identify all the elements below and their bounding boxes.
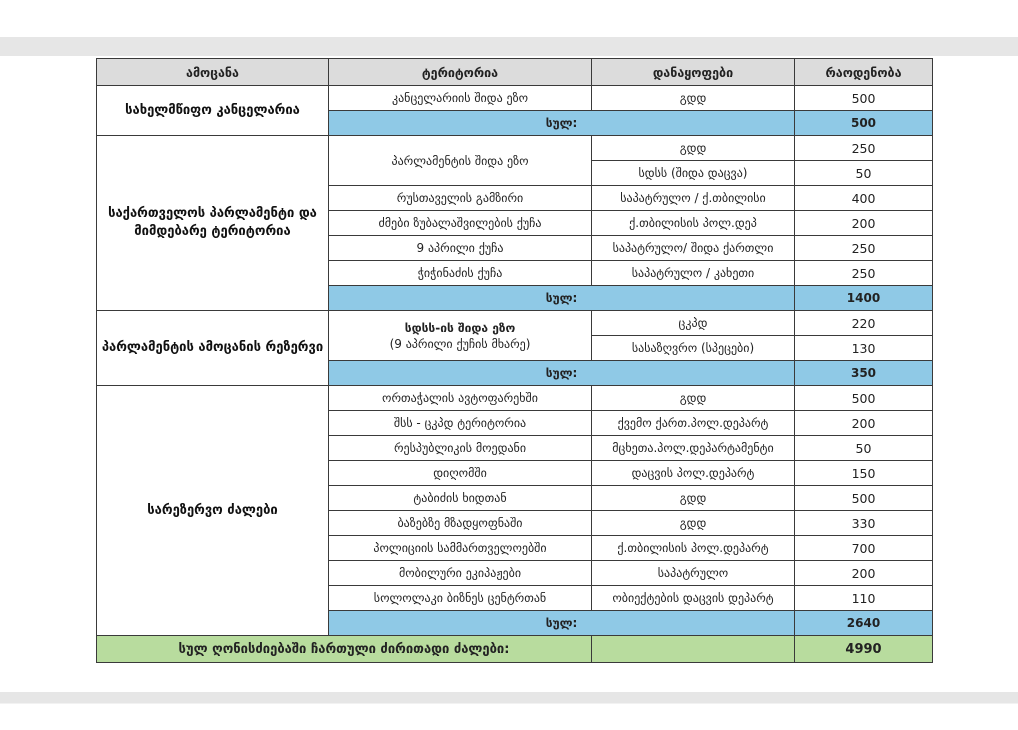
count-cell: 50	[795, 161, 933, 186]
header-task: ამოცანა	[97, 59, 329, 86]
subtotal-value: 350	[795, 361, 933, 386]
territory-cell: შსს - ცკპდ ტერიტორია	[329, 411, 592, 436]
bottom-band	[0, 692, 1018, 730]
subtotal-label: სულ:	[329, 361, 795, 386]
count-cell: 700	[795, 536, 933, 561]
table-row	[97, 136, 933, 161]
unit-cell: ქვემო ქართ.პოლ.დეპარტ	[592, 411, 795, 436]
area-cell: საქართველოს პარლამენტი და მიმდებარე ტერიტორია	[97, 136, 329, 311]
subtotal-value: 1400	[795, 286, 933, 311]
table-row	[97, 86, 933, 111]
territory-cell: რუსთაველის გამზირი	[329, 186, 592, 211]
territory-cell: ჭიჭინაძის ქუჩა	[329, 261, 592, 286]
subtotal-value: 2640	[795, 611, 933, 636]
territory-cell: ძმები ზუბალაშვილების ქუჩა	[329, 211, 592, 236]
unit-cell: გდდ	[592, 511, 795, 536]
unit-cell: საპატრულო / ქ.თბილისი	[592, 186, 795, 211]
header-row	[97, 59, 933, 86]
grand-total-label: სულ ღონისძიებაში ჩართული ძირითადი ძალები:	[97, 636, 592, 663]
subtotal-label: სულ:	[329, 111, 795, 136]
count-cell: 500	[795, 86, 933, 111]
area-cell: პარლამენტის ამოცანის რეზერვი	[97, 311, 329, 386]
count-cell: 250	[795, 136, 933, 161]
territory-main: სდსს-ის შიდა ეზო	[404, 320, 516, 335]
territory-sub: (9 აპრილი ქუჩის მხარე)	[389, 336, 531, 351]
table-row	[97, 311, 933, 336]
area-cell: სარეზერვო ძალები	[97, 386, 329, 636]
grand-total-row	[97, 636, 933, 663]
territory-cell: რესპუბლიკის მოედანი	[329, 436, 592, 461]
count-cell: 500	[795, 486, 933, 511]
header-units: დანაყოფები	[592, 59, 795, 86]
count-cell: 400	[795, 186, 933, 211]
area-cell: სახელმწიფო კანცელარია	[97, 86, 329, 136]
header-territory: ტერიტორია	[329, 59, 592, 86]
table-row	[97, 386, 933, 411]
count-cell: 130	[795, 336, 933, 361]
count-cell: 500	[795, 386, 933, 411]
count-cell: 220	[795, 311, 933, 336]
territory-cell: პარლამენტის შიდა ეზო	[329, 136, 592, 186]
territory-cell: მობილური ეკიპაჟები	[329, 561, 592, 586]
territory-cell: პოლიციის სამმართველოებში	[329, 536, 592, 561]
territory-cell: ორთაჭალის ავტოფარეხში	[329, 386, 592, 411]
count-cell: 110	[795, 586, 933, 611]
territory-cell: კანცელარიის შიდა ეზო	[329, 86, 592, 111]
unit-cell: გდდ	[592, 86, 795, 111]
territory-cell: ტაბიძის ხიდთან	[329, 486, 592, 511]
territory-cell: დიღომში	[329, 461, 592, 486]
count-cell: 250	[795, 236, 933, 261]
header-count: რაოდენობა	[795, 59, 933, 86]
unit-cell: გდდ	[592, 136, 795, 161]
subtotal-label: სულ:	[329, 611, 795, 636]
grand-total-empty	[592, 636, 795, 663]
subtotal-label: სულ:	[329, 286, 795, 311]
forces-table	[96, 58, 933, 663]
unit-cell: გდდ	[592, 486, 795, 511]
unit-cell: სდსს (შიდა დაცვა)	[592, 161, 795, 186]
territory-cell	[329, 311, 592, 361]
grand-total-value: 4990	[795, 636, 933, 663]
unit-cell: ცკპდ	[592, 311, 795, 336]
unit-cell: ობიექტების დაცვის დეპარტ	[592, 586, 795, 611]
unit-cell: საპატრულო	[592, 561, 795, 586]
count-cell: 200	[795, 411, 933, 436]
unit-cell: მცხეთა.პოლ.დეპარტამენტი	[592, 436, 795, 461]
unit-cell: ქ.თბილისის პოლ.დეპარტ	[592, 536, 795, 561]
unit-cell: საპატრულო/ შიდა ქართლი	[592, 236, 795, 261]
count-cell: 250	[795, 261, 933, 286]
count-cell: 150	[795, 461, 933, 486]
territory-cell: ბაზებზე მზადყოფნაში	[329, 511, 592, 536]
unit-cell: ქ.თბილისის პოლ.დეპ	[592, 211, 795, 236]
unit-cell: დაცვის პოლ.დეპარტ	[592, 461, 795, 486]
territory-cell: 9 აპრილი ქუჩა	[329, 236, 592, 261]
unit-cell: გდდ	[592, 386, 795, 411]
count-cell: 330	[795, 511, 933, 536]
top-band	[0, 0, 1018, 56]
unit-cell: საპატრულო / კახეთი	[592, 261, 795, 286]
territory-cell: სოლოლაკი ბიზნეს ცენტრთან	[329, 586, 592, 611]
subtotal-value: 500	[795, 111, 933, 136]
count-cell: 200	[795, 211, 933, 236]
unit-cell: სასაზღვრო (სპეცები)	[592, 336, 795, 361]
count-cell: 200	[795, 561, 933, 586]
count-cell: 50	[795, 436, 933, 461]
